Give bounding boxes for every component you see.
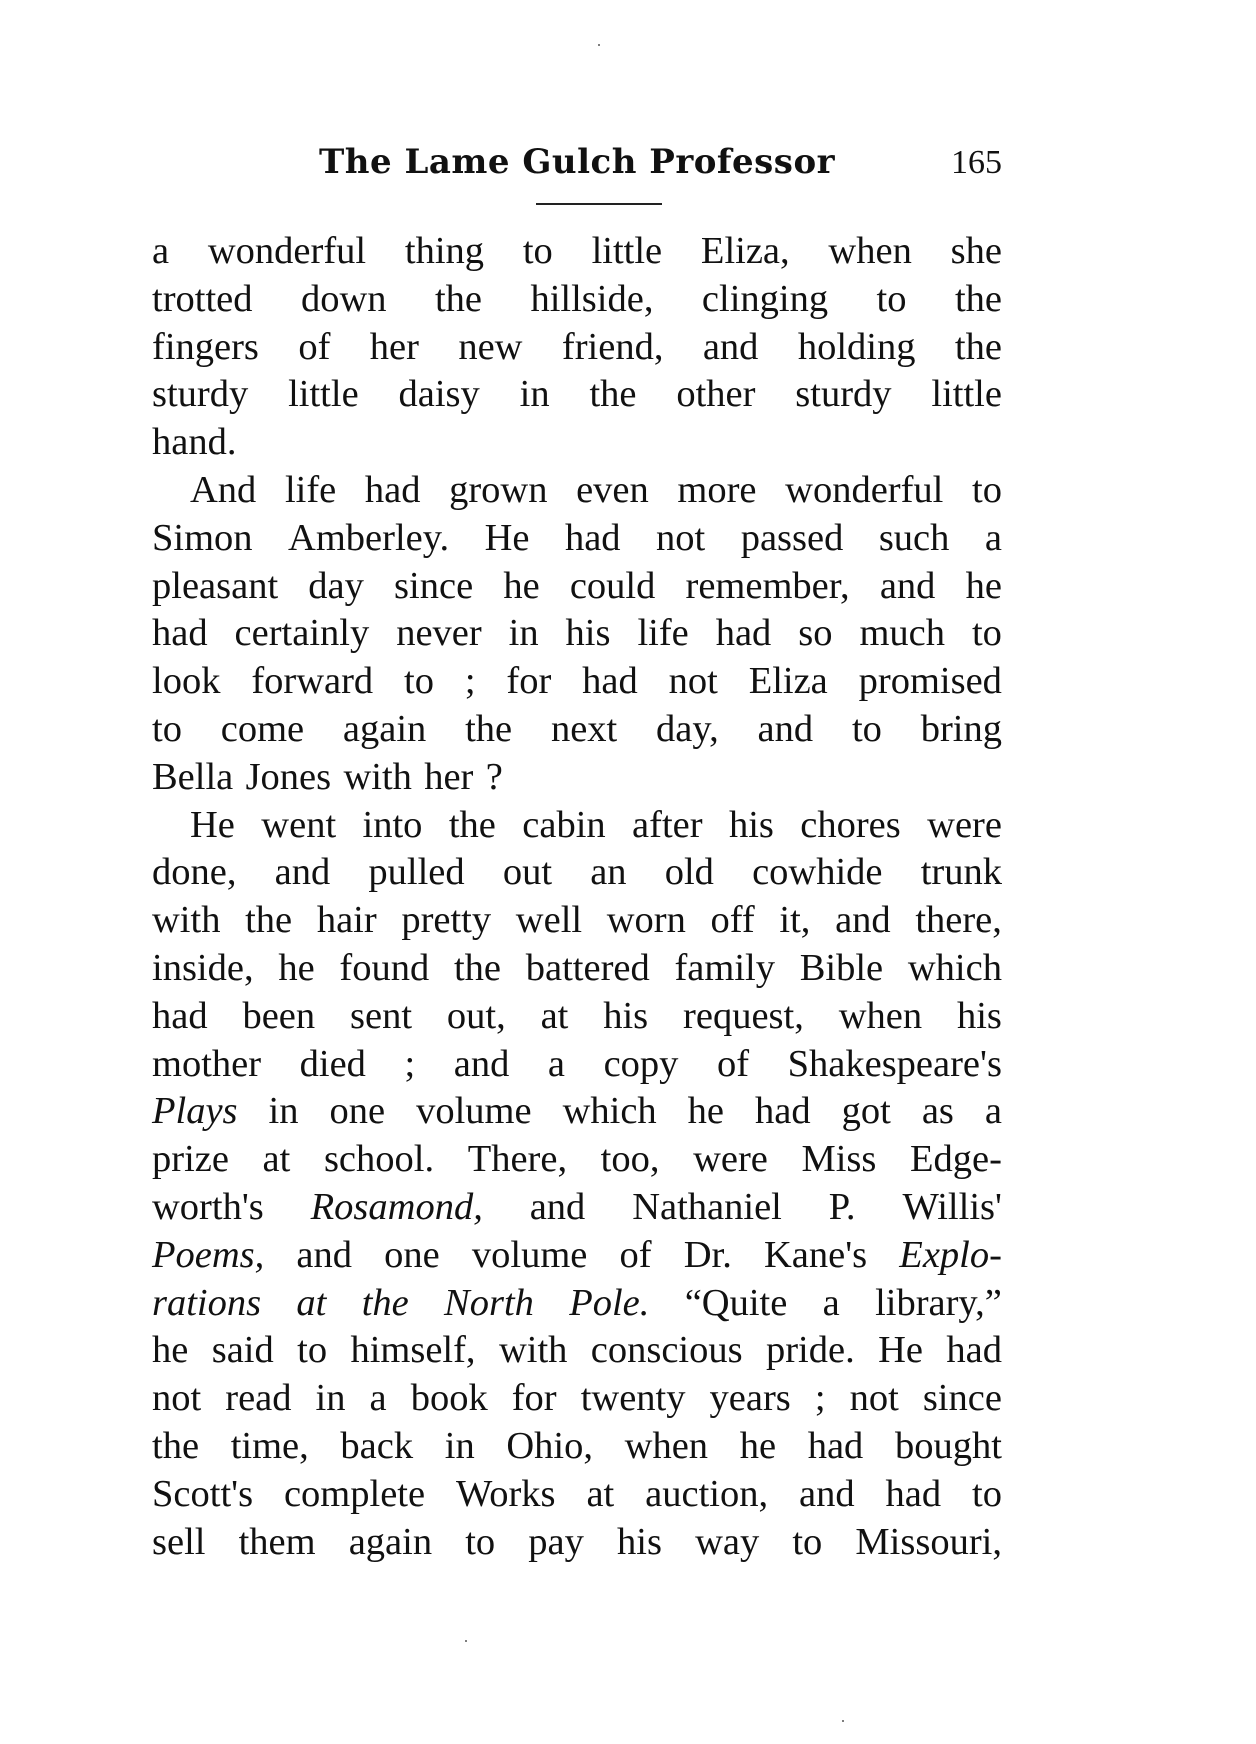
word: said (211, 1329, 274, 1372)
word: to (522, 230, 553, 272)
word: clinging (701, 277, 829, 320)
word: Willis' (902, 1185, 1002, 1228)
word: certainly (234, 612, 370, 655)
word: Simon (152, 516, 253, 559)
word: out, (446, 994, 506, 1037)
word: a (547, 1042, 565, 1085)
word: in (508, 612, 539, 655)
word: had (582, 660, 638, 703)
text-line (152, 1423, 1002, 1471)
word: in (268, 1090, 299, 1133)
word: with (343, 755, 412, 798)
word: back (340, 1424, 414, 1467)
word: and (702, 325, 759, 368)
word: a (369, 1377, 387, 1420)
word: sturdy (152, 373, 249, 416)
text-line (152, 324, 1002, 372)
page-speck (842, 1720, 844, 1722)
word: way (695, 1520, 760, 1563)
word: and (274, 851, 331, 894)
word: hand. (152, 421, 237, 464)
word: book (410, 1377, 488, 1420)
word: Missouri, (855, 1520, 1002, 1563)
word: auction, (645, 1472, 769, 1515)
word: he (152, 1329, 189, 1372)
text-line (152, 706, 1002, 754)
word: had (885, 1472, 942, 1515)
word: never (396, 612, 482, 655)
word: worn (606, 899, 686, 942)
word: done, (152, 851, 237, 894)
word: down (300, 277, 387, 320)
word: she (950, 230, 1002, 272)
word: Bella (152, 755, 234, 798)
word: at (586, 1472, 615, 1515)
word: There, (467, 1138, 568, 1181)
text-line (152, 1041, 1002, 1089)
word: Explo- (899, 1233, 1002, 1276)
word: her (369, 325, 419, 368)
word: Kane's (764, 1233, 868, 1276)
word: new (458, 325, 523, 368)
word: them (238, 1520, 316, 1563)
word: had (807, 1424, 864, 1467)
word: and (799, 1472, 855, 1515)
word: sturdy (795, 373, 892, 416)
word: to (876, 277, 907, 320)
word: and (453, 1042, 510, 1085)
word: Jones (245, 755, 332, 798)
word: of (619, 1233, 652, 1276)
word: so (798, 612, 833, 655)
word: hair (316, 899, 377, 942)
running-head (152, 142, 1002, 202)
body-text (152, 228, 1002, 1566)
word: again (348, 1520, 433, 1563)
word: well (515, 899, 583, 942)
page-speck (465, 1640, 467, 1642)
word: had (755, 1090, 811, 1133)
word: time, (230, 1424, 309, 1467)
word: inside, (152, 946, 254, 989)
word: after (632, 803, 703, 846)
word: life (284, 468, 337, 511)
word: wonderful (207, 230, 367, 272)
word: Bible (799, 946, 884, 989)
word: at (296, 1281, 327, 1324)
word: mother (152, 1042, 262, 1085)
word: as (921, 1090, 954, 1133)
word: the (465, 707, 513, 750)
word: sell (152, 1520, 206, 1563)
word: life (637, 612, 689, 655)
word: day (308, 564, 364, 607)
word: even (576, 468, 649, 511)
text-line (152, 1136, 1002, 1184)
word: next (550, 707, 618, 750)
word: “Quite (684, 1281, 788, 1324)
word: Miss (801, 1138, 877, 1181)
word: remember, (685, 564, 850, 607)
word: volume (416, 1090, 532, 1133)
word: and (296, 1233, 353, 1276)
word: of (716, 1042, 750, 1085)
word: in (315, 1377, 346, 1420)
word: come (220, 707, 305, 750)
word: he (739, 1424, 777, 1467)
text-line (152, 993, 1002, 1041)
word: the (361, 1281, 409, 1324)
word: again (342, 707, 427, 750)
text-line (152, 1327, 1002, 1375)
word: old (664, 851, 714, 894)
word: cabin (522, 803, 606, 846)
word: which (907, 946, 1002, 989)
word: out (502, 851, 553, 894)
word: little (931, 373, 1002, 416)
word: Pole. (569, 1281, 650, 1324)
word: fingers (152, 325, 259, 368)
word: cowhide (752, 851, 883, 894)
word: trotted (152, 277, 253, 320)
word: And (190, 468, 257, 511)
word: passed (740, 516, 844, 559)
word: a (984, 1090, 1002, 1133)
word: since (922, 1377, 1002, 1420)
word: pride. (765, 1329, 855, 1372)
word: sent (350, 994, 413, 1037)
word: when (828, 230, 912, 272)
word: He (878, 1329, 923, 1372)
word: little (288, 373, 359, 416)
word: of (298, 325, 331, 368)
word: for (511, 1377, 557, 1420)
word: and (529, 1185, 586, 1228)
word: a (152, 230, 170, 272)
word: pay (528, 1520, 584, 1563)
word: bring (920, 707, 1002, 750)
text-line (152, 467, 1002, 515)
word: and (757, 707, 814, 750)
word: chores (800, 803, 901, 846)
word: P. (828, 1185, 856, 1228)
word: not (668, 660, 718, 703)
word: grown (449, 468, 548, 511)
word: Nathaniel (632, 1185, 782, 1228)
word: wonderful (785, 468, 944, 511)
text-line (152, 228, 1002, 276)
word: Scott's (152, 1472, 254, 1515)
word: library,” (875, 1281, 1002, 1324)
word: himself, (350, 1329, 476, 1372)
text-line (152, 1375, 1002, 1423)
word: read (225, 1377, 292, 1420)
text-line (152, 276, 1002, 324)
word: hillside, (530, 277, 654, 320)
word: to (792, 1520, 823, 1563)
word: the (448, 803, 496, 846)
text-line (152, 945, 1002, 993)
word: found (339, 946, 430, 989)
word: he (503, 564, 540, 607)
word: at (262, 1138, 291, 1181)
word: which (562, 1090, 657, 1133)
word: more (677, 468, 757, 511)
word: bought (894, 1424, 1002, 1467)
word: to (465, 1520, 496, 1563)
word: had (152, 994, 208, 1037)
word: volume (471, 1233, 588, 1276)
page-number: 165 (951, 144, 1002, 181)
word: one (384, 1233, 440, 1276)
word: copy (603, 1042, 679, 1085)
word: there, (915, 899, 1002, 942)
word: died (299, 1042, 366, 1085)
word: North (444, 1281, 534, 1324)
word: day, (656, 707, 719, 750)
word: had (564, 516, 621, 559)
word: one (329, 1090, 386, 1133)
word: other (676, 373, 756, 416)
word: years (709, 1377, 791, 1420)
word: little (591, 230, 663, 272)
word: prize (152, 1138, 229, 1181)
text-line (152, 419, 1002, 467)
word: had (715, 612, 772, 655)
word: to (972, 1472, 1002, 1515)
word: his (956, 994, 1002, 1037)
word: worth's (152, 1185, 264, 1228)
word: his (728, 803, 774, 846)
word: too, (600, 1138, 660, 1181)
text-line (152, 1232, 1002, 1280)
word: with (152, 899, 221, 942)
word: Dr. (683, 1233, 732, 1276)
word: when (624, 1424, 709, 1467)
text-line (152, 897, 1002, 945)
word: to (297, 1329, 328, 1372)
word: the (954, 325, 1002, 368)
word: with (498, 1329, 568, 1372)
word: in (519, 373, 550, 416)
word: were (693, 1138, 768, 1181)
word: rations (152, 1281, 262, 1324)
word: went (261, 803, 337, 846)
word: the (954, 277, 1002, 320)
word: at (540, 994, 569, 1037)
word: Rosamond, (310, 1185, 483, 1228)
word: not (152, 1377, 202, 1420)
text-line (152, 658, 1002, 706)
word: his (617, 1520, 662, 1563)
word: the (152, 1424, 200, 1467)
word: ; (464, 660, 476, 703)
word: his (565, 612, 611, 655)
word: to (851, 707, 882, 750)
word: he (965, 564, 1002, 607)
word: He (484, 516, 530, 559)
word: ; (404, 1042, 416, 1085)
word: and (835, 899, 891, 942)
word: Ohio, (506, 1424, 593, 1467)
word: look (152, 660, 221, 703)
word: a (822, 1281, 840, 1324)
word: Eliza, (700, 230, 790, 272)
word: an (590, 851, 627, 894)
word: Edge- (910, 1138, 1002, 1181)
text-line (152, 1088, 1002, 1136)
word: a (984, 516, 1002, 559)
word: family (674, 946, 775, 989)
text-line (152, 1280, 1002, 1328)
text-line (152, 754, 1002, 802)
word: forward (251, 660, 374, 703)
word: for (506, 660, 552, 703)
text-line (152, 610, 1002, 658)
word: been (242, 994, 316, 1037)
word: holding (797, 325, 916, 368)
word: request, (683, 994, 804, 1037)
word: pulled (368, 851, 465, 894)
word: pleasant (152, 564, 279, 607)
word: to (972, 468, 1002, 511)
text-line (152, 849, 1002, 897)
word: promised (858, 660, 1002, 703)
book-page (152, 0, 1002, 1744)
word: pretty (401, 899, 492, 942)
word: to (152, 707, 182, 750)
word: He (190, 803, 235, 846)
word: Amberley. (288, 516, 450, 559)
header-rule (536, 203, 662, 205)
word: he (687, 1090, 725, 1133)
word: school. (323, 1138, 435, 1181)
word: twenty (580, 1377, 686, 1420)
word: were (927, 803, 1002, 846)
word: in (444, 1424, 475, 1467)
word: the (589, 373, 637, 416)
text-line (152, 1519, 1002, 1567)
page-speck (598, 44, 600, 46)
word: much (859, 612, 945, 655)
word: conscious (590, 1329, 743, 1372)
word: he (278, 946, 315, 989)
word: got (841, 1090, 891, 1133)
word: her (424, 755, 474, 798)
word: since (394, 564, 474, 607)
word: the (453, 946, 502, 989)
text-line (152, 1184, 1002, 1232)
word: complete (283, 1472, 426, 1515)
word: Shakespeare's (787, 1042, 1002, 1085)
word: Works (455, 1472, 556, 1515)
word: Poems, (152, 1233, 265, 1276)
word: to (971, 612, 1002, 655)
word: had (152, 612, 208, 655)
word: to (404, 660, 434, 703)
text-line (152, 515, 1002, 563)
word: ? (485, 755, 503, 798)
word: daisy (398, 373, 480, 416)
running-title: The Lame Gulch Professor (318, 142, 836, 182)
word: and (879, 564, 936, 607)
text-line (152, 802, 1002, 850)
word: thing (404, 230, 485, 272)
word: could (569, 564, 656, 607)
word: off (710, 899, 755, 942)
word: such (878, 516, 950, 559)
text-line (152, 563, 1002, 611)
word: battered (525, 946, 650, 989)
text-line (152, 1471, 1002, 1519)
word: the (434, 277, 483, 320)
word: trunk (920, 851, 1002, 894)
word: had (946, 1329, 1002, 1372)
word: had (364, 468, 421, 511)
word: into (362, 803, 423, 846)
word: not (849, 1377, 899, 1420)
word: the (245, 899, 293, 942)
word: not (656, 516, 706, 559)
word: when (838, 994, 923, 1037)
word: ; (814, 1377, 826, 1420)
word: his (603, 994, 649, 1037)
text-line (152, 371, 1002, 419)
word: Eliza (748, 660, 828, 703)
word: it, (779, 899, 811, 942)
word: friend, (561, 325, 664, 368)
word: Plays (152, 1090, 238, 1133)
